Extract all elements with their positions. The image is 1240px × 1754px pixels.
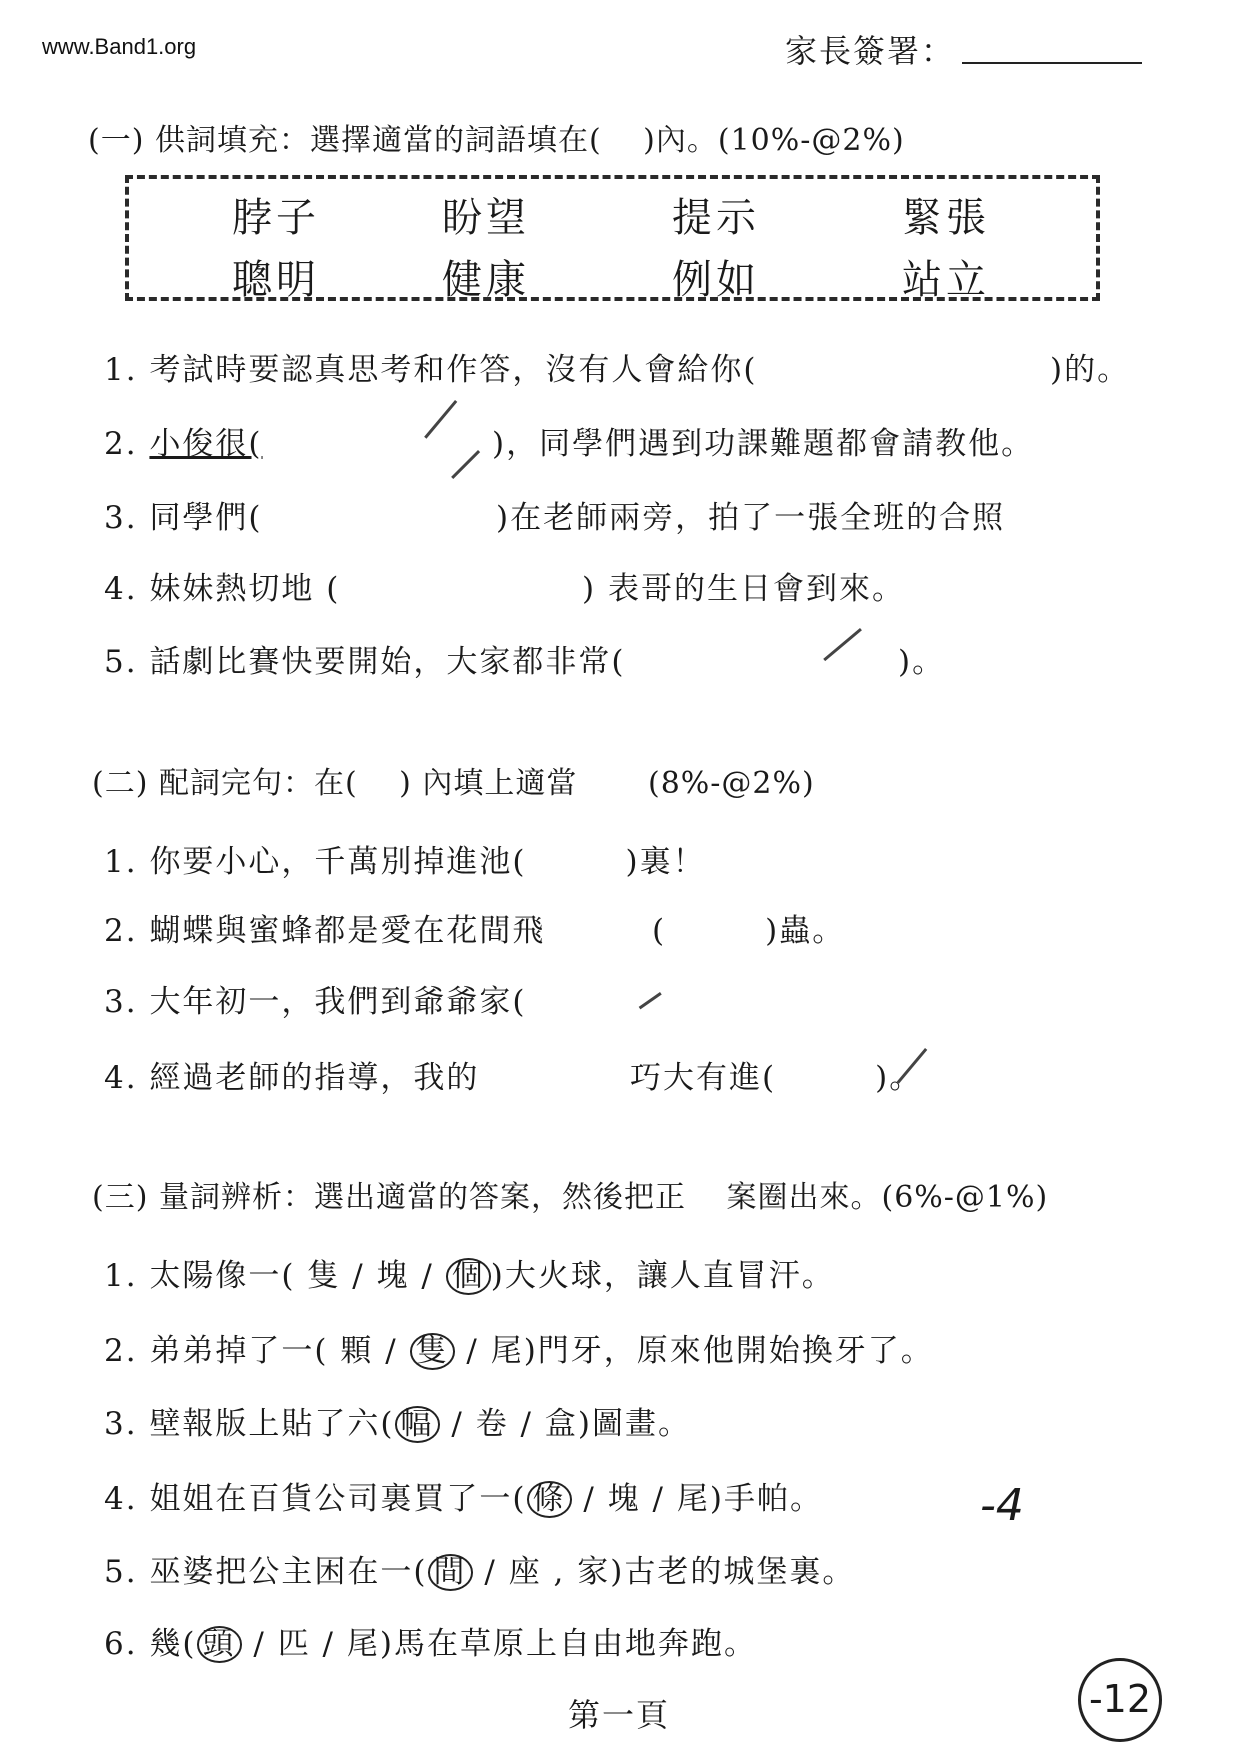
circled-option: 幅 — [395, 1406, 440, 1443]
page-number: 第一頁 — [568, 1696, 671, 1734]
word-bank-item: 聰明 — [232, 257, 320, 303]
s1-question-5-end: )。 — [898, 644, 946, 680]
s3-question-5: 5. 巫婆把公主困在一( 間 / 座 , 家)古老的城堡裏。 — [104, 1554, 856, 1590]
word-bank-item: 健康 — [442, 257, 530, 303]
s3-question-1: 1. 太陽像一( 隻 / 塊 / 個 )大火球，讓人直冒汗。 — [104, 1258, 835, 1294]
option: 尾 — [490, 1333, 524, 1369]
s2-question-3: 3. 大年初一，我們到爺爺家( — [104, 984, 527, 1020]
check-mark — [451, 450, 480, 479]
check-mark — [823, 628, 862, 661]
s1-question-5: 5. 話劇比賽快要開始，大家都非常( — [104, 644, 626, 680]
section3-deduction: -4 — [980, 1480, 1024, 1531]
word-bank-item: 脖子 — [232, 195, 320, 241]
s1-question-1-end: )的。 — [1050, 352, 1131, 388]
word-bank-item: 盼望 — [442, 195, 530, 241]
s2-question-4: 4. 經過老師的指導，我的 — [104, 1060, 480, 1096]
word-bank-item: 緊張 — [902, 195, 990, 241]
check-mark — [424, 400, 457, 439]
s2-question-2-end: ( )蟲。 — [652, 913, 846, 949]
option: 尾 — [676, 1481, 710, 1517]
option: 座 — [508, 1554, 542, 1590]
s1-question-2-end: )，同學們遇到功課難題都會請教他。 — [492, 426, 1035, 462]
s1-question-3-end: )在老師兩旁，拍了一張全班的合照 — [496, 500, 1006, 536]
option: 塊 — [376, 1258, 410, 1294]
s2-question-2: 2. 蝴蝶與蜜蜂都是愛在花間飛 — [104, 913, 546, 949]
section3-title: (三) 量詞辨析：選出適當的答案，然後把正 案圈出來。(6%-@1%) — [92, 1180, 1049, 1215]
s3-question-6: 6. 幾( 頭 / 匹 / 尾)馬在草原上自由地奔跑。 — [104, 1626, 757, 1662]
parent-signature-line — [962, 62, 1142, 64]
s3-question-4: 4. 姐姐在百貨公司裏買了一( 條 / 塊 / 尾)手帕。 — [104, 1481, 823, 1517]
section2-title: (二) 配詞完句：在( ) 內填上適當 (8%-@2%) — [92, 766, 815, 801]
circled-option: 條 — [527, 1481, 572, 1518]
option: 卷 — [475, 1406, 509, 1442]
circled-option: 頭 — [197, 1626, 242, 1663]
s2-question-4-end: 巧大有進( )。 — [630, 1060, 923, 1096]
check-mark — [639, 992, 662, 1009]
s1-question-2: 2. 小俊很( — [104, 426, 263, 462]
s1-question-3: 3. 同學們( — [104, 500, 263, 536]
s3-question-2: 2. 弟弟掉了一( 顆 / 隻 / 尾)門牙，原來他開始換牙了。 — [104, 1333, 934, 1369]
option: 塊 — [607, 1481, 641, 1517]
circled-option: 個 — [446, 1258, 491, 1295]
option: 家 — [577, 1554, 611, 1590]
s1-question-1: 1. 考試時要認真思考和作答，沒有人會給你( — [104, 352, 758, 388]
option: 盒 — [544, 1406, 578, 1442]
circled-option: 間 — [428, 1554, 473, 1591]
word-bank-item: 提示 — [672, 195, 760, 241]
circled-option: 隻 — [410, 1333, 455, 1370]
s3-question-3: 3. 壁報版上貼了六( 幅 / 卷 / 盒)圖畫。 — [104, 1406, 691, 1442]
word-bank-item: 站立 — [902, 257, 990, 303]
s1-question-4-end: ) 表哥的生日會到來。 — [582, 571, 905, 607]
section1-title: (一) 供詞填充：選擇適當的詞語填在( )內。(10%-@2%) — [88, 123, 905, 158]
parent-signature-label: 家長簽署： — [785, 32, 956, 70]
s2-question-1: 1. 你要小心，千萬別掉進池( )裏！ — [104, 844, 706, 880]
website-watermark: www.Band1.org — [42, 34, 197, 59]
option: 顆 — [340, 1333, 374, 1369]
word-bank-item: 例如 — [672, 257, 760, 303]
s1-question-4: 4. 妹妹熱切地 ( — [104, 571, 341, 607]
total-score: -12 — [1078, 1658, 1162, 1742]
option: 尾 — [346, 1626, 380, 1662]
option: 匹 — [277, 1626, 311, 1662]
option: 隻 — [307, 1258, 341, 1294]
